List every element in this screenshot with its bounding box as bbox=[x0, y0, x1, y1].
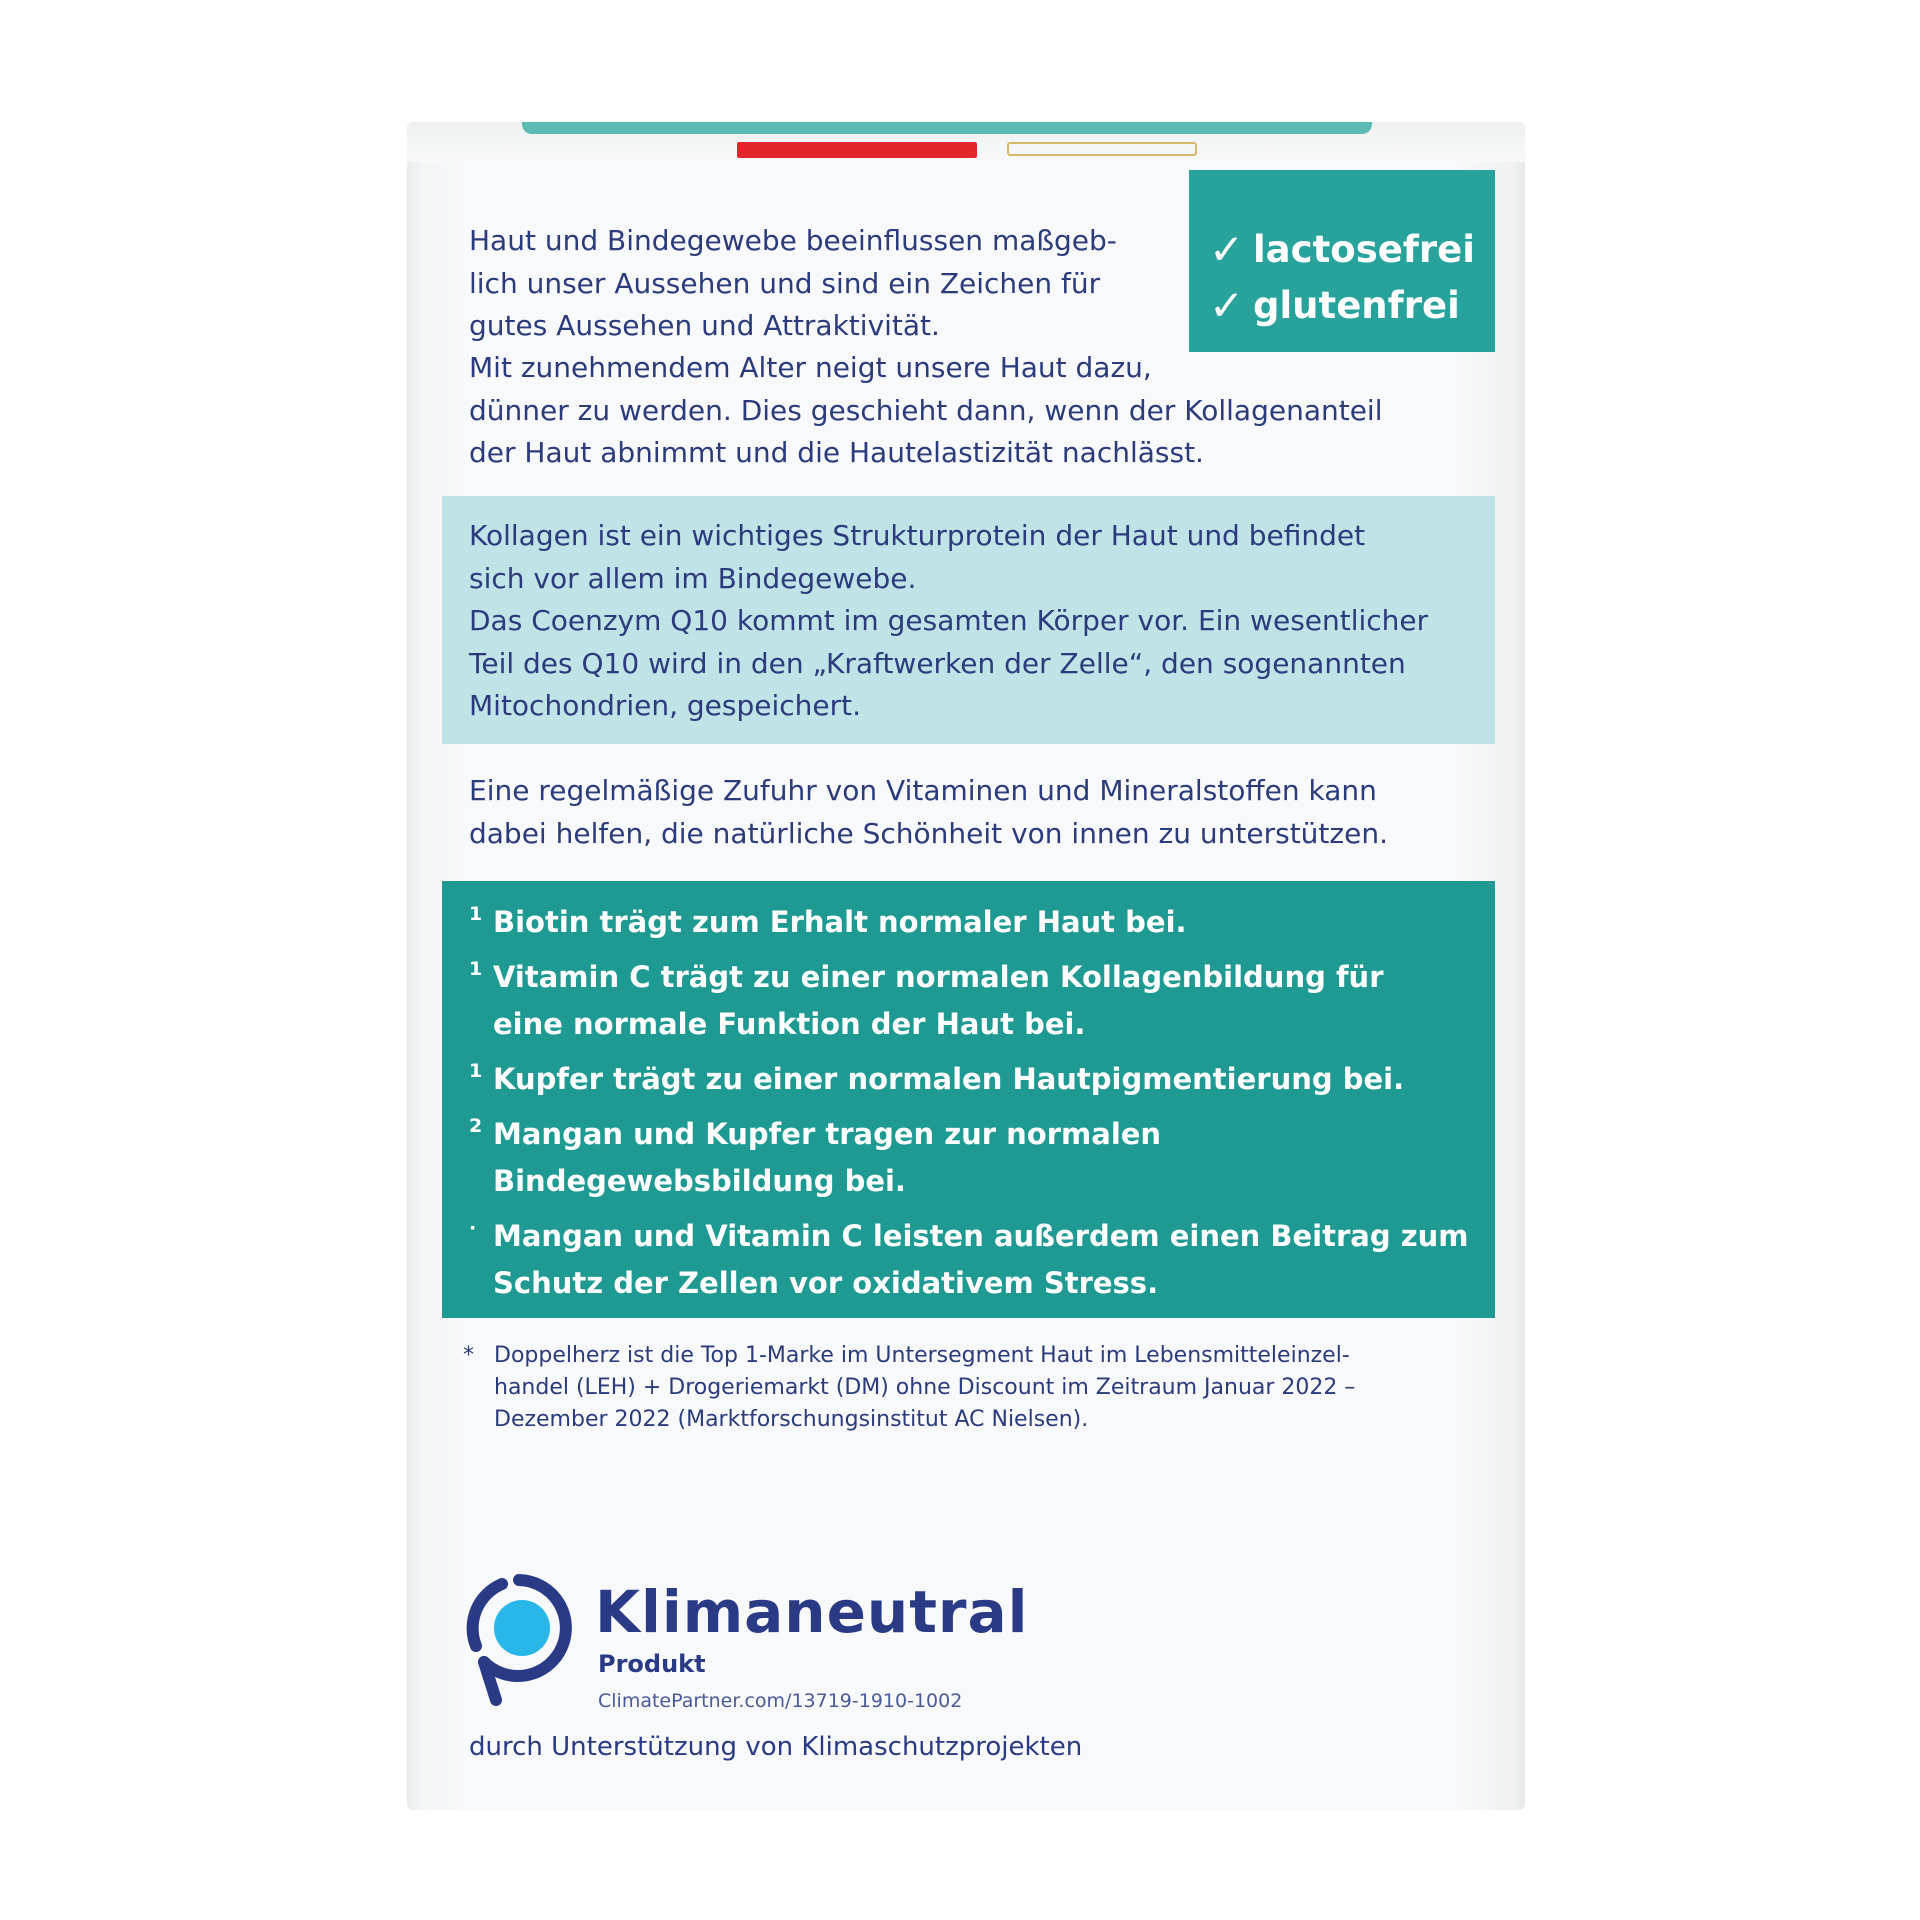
red-label-fragment bbox=[737, 142, 977, 158]
info-panel bbox=[442, 496, 1495, 744]
intro-paragraph-2: Mit zunehmendem Alter neigt unsere Haut dazu, dünner zu werden. Dies geschieht dann, wenn der Kollagenanteil der Haut abnimmt und die Hautelastizität nachlässt. bbox=[469, 351, 1383, 469]
footnote-marker: * bbox=[463, 1343, 474, 1368]
claim-text: Kupfer trägt zu einer normalen Hautpigmentierung bei. bbox=[493, 1062, 1405, 1096]
climate-url: ClimatePartner.com/13719-1910-1002 bbox=[598, 1690, 963, 1712]
claim-item bbox=[469, 1111, 1475, 1205]
health-claims-panel bbox=[442, 881, 1495, 1318]
climate-title: Klimaneutral bbox=[595, 1578, 1029, 1646]
claim-marker: · bbox=[469, 1217, 477, 1239]
claim-marker: 2 bbox=[469, 1115, 483, 1137]
claim-marker: 1 bbox=[469, 903, 483, 925]
brand-logo-fragment bbox=[522, 122, 1372, 134]
badge-item-lactosefrei bbox=[1209, 222, 1495, 278]
claim-item bbox=[469, 1056, 1475, 1103]
claim-item bbox=[469, 1213, 1475, 1307]
claim-item bbox=[469, 899, 1475, 946]
supplement-note: Eine regelmäßige Zufuhr von Vitaminen und Mineralstoffen kann dabei helfen, die natürliche Schönheit von innen zu unterstützen. bbox=[469, 774, 1388, 850]
climate-neutral-label bbox=[462, 1572, 1162, 1752]
claim-item bbox=[469, 954, 1475, 1048]
claim-text: Mangan und Vitamin C leisten außerdem einen Beitrag zum Schutz der Zellen vor oxidativem Stress. bbox=[493, 1219, 1469, 1300]
package-top-flap bbox=[407, 122, 1525, 162]
claim-text: Vitamin C trägt zu einer normalen Kollagenbildung für eine normale Funktion der Haut bei. bbox=[493, 960, 1384, 1041]
seal-fragment bbox=[1007, 142, 1197, 156]
claim-text: Biotin trägt zum Erhalt normaler Haut bei. bbox=[493, 905, 1187, 939]
climate-subtitle: Produkt bbox=[598, 1650, 706, 1678]
climate-description: durch Unterstützung von Klimaschutzprojekten bbox=[469, 1732, 1083, 1762]
check-icon: ✓ bbox=[1209, 281, 1245, 330]
footnote-text: Doppelherz ist die Top 1-Marke im Untersegment Haut im Lebensmitteleinzel- handel (LEH) + Drogeriemarkt (DM) ohne Discount im Zeitraum Januar 2022 – Dezember 2022 (Marktforschungsinstitut AC Nielsen). bbox=[494, 1343, 1356, 1432]
claim-marker: 1 bbox=[469, 958, 483, 980]
product-package-back bbox=[407, 122, 1525, 1810]
badge-label: glutenfrei bbox=[1253, 284, 1460, 327]
info-panel-text: Kollagen ist ein wichtiges Strukturprotein der Haut und befindet sich vor allem im Bindegewebe. Das Coenzym Q10 kommt im gesamten Körper vor. Ein wesentlicher Teil des Q10 wird in den „Kraftwerken der Zelle“, den sogenannten Mitochondrien, gespeichert. bbox=[469, 519, 1429, 722]
badge-label: lactosefrei bbox=[1253, 228, 1475, 271]
claim-text: Mangan und Kupfer tragen zur normalen Bindegewebsbildung bei. bbox=[493, 1117, 1162, 1198]
free-from-badge bbox=[1189, 170, 1495, 352]
intro-paragraph-1: Haut und Bindegewebe beeinflussen maßgeb- lich unser Aussehen und sind ein Zeichen für gutes Aussehen und Attraktivität. bbox=[469, 224, 1117, 342]
claim-marker: 1 bbox=[469, 1060, 483, 1082]
climate-partner-logo-icon bbox=[462, 1572, 576, 1707]
badge-item-glutenfrei bbox=[1209, 278, 1495, 334]
footnote bbox=[463, 1340, 1483, 1436]
check-icon: ✓ bbox=[1209, 225, 1245, 274]
